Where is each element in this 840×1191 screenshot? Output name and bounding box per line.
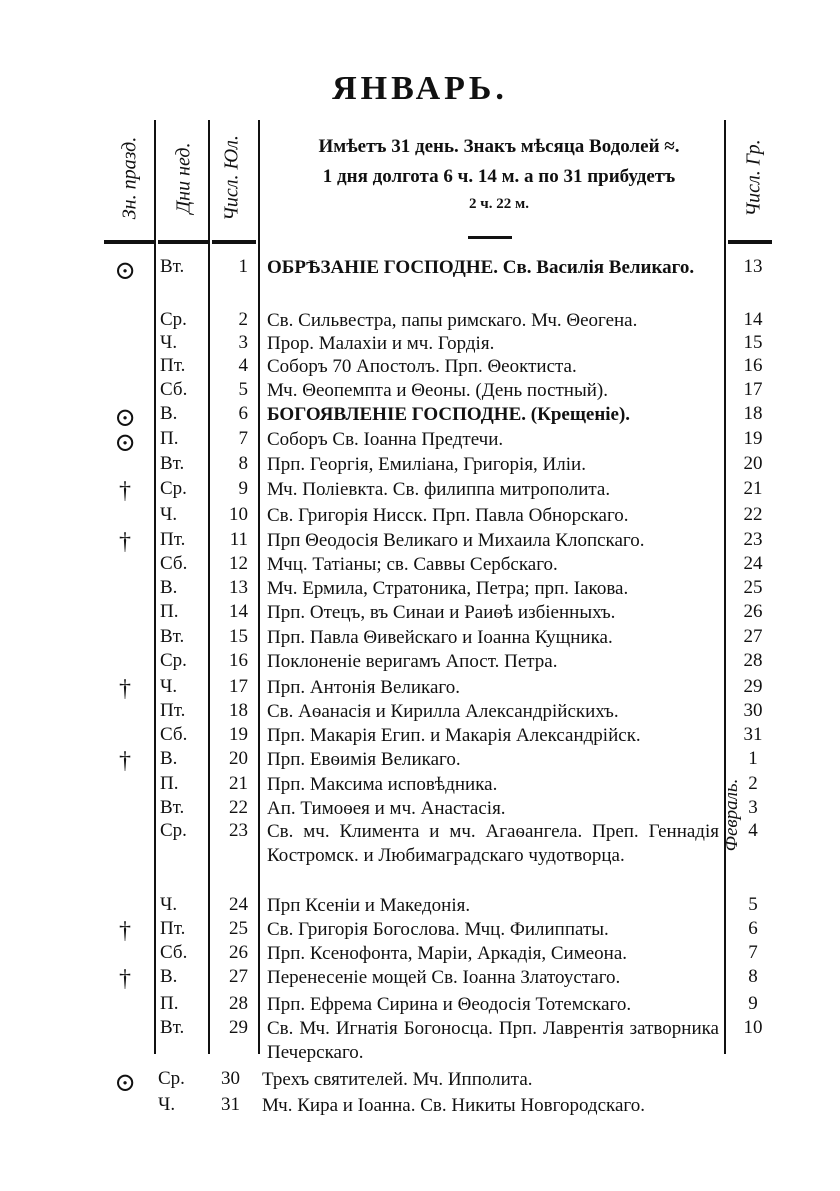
saint-text-cell: Соборъ 70 Апостолъ. Прп. Θеоктиста. [267, 356, 577, 377]
julian-date-cell: 5 [238, 379, 248, 400]
weekday-cell: Вт. [160, 1017, 185, 1038]
weekday-cell: Пт. [160, 700, 186, 721]
gregorian-date-cell: 10 [743, 1017, 763, 1038]
julian-date-cell: 3 [238, 332, 248, 353]
gregorian-date-cell: 2 [748, 773, 758, 794]
saint-text-cell: Св. Аѳанасія и Кирилла Александрійскихъ. [267, 701, 619, 722]
gregorian-date-cell: 7 [748, 942, 758, 963]
saint-text-cell: Трехъ святителей. Мч. Ипполита. [262, 1069, 533, 1090]
weekday-cell: П. [160, 993, 179, 1014]
saint-text-cell: Прп. Георгія, Емиліана, Григорія, Иліи. [267, 454, 586, 475]
header-julian: Числ. Юл. [220, 135, 243, 221]
saint-text-cell: Ап. Тимоѳея и мч. Анастасія. [267, 798, 506, 819]
saint-text-cell: Перенесеніе мощей Св. Іоанна Златоустаго. [267, 967, 621, 988]
weekday-cell: Ср. [160, 650, 187, 671]
gregorian-date-cell: 26 [743, 601, 763, 622]
saint-text-cell: БОГОЯВЛЕНІЕ ГОСПОДНЕ. (Крещеніе). [267, 404, 631, 425]
saint-text-cell: ОБРѢЗАНІЕ ГОСПОДНЕ. Св. Василія Великаго. [267, 257, 695, 278]
holiday-sign-icon: ⊙ [114, 1068, 136, 1097]
gregorian-date-cell: 17 [743, 379, 763, 400]
gregorian-date-cell: 5 [748, 894, 758, 915]
saint-text-cell: Прор. Малахіи и мч. Гордія. [267, 333, 495, 354]
julian-date-cell: 26 [229, 942, 248, 963]
julian-date-cell: 15 [229, 626, 248, 647]
holiday-sign-icon: ⊙ [114, 428, 136, 457]
weekday-cell: Сб. [160, 724, 188, 745]
saint-text-cell: Прп Ксеніи и Македонія. [267, 895, 471, 916]
header-gregorian: Числ. Гр. [742, 139, 765, 217]
gregorian-date-cell: 23 [743, 529, 763, 550]
gregorian-date-cell: 18 [743, 403, 763, 424]
gregorian-date-cell: 28 [743, 650, 763, 671]
saint-text-cell: Прп. Антонія Великаго. [267, 677, 460, 698]
julian-date-cell: 23 [229, 820, 248, 841]
julian-date-cell: 28 [229, 993, 248, 1014]
header-rule-left [104, 240, 154, 244]
header-weekday: Дни нед. [172, 142, 195, 214]
saint-text-cell: Св. Григорія Нисск. Прп. Павла Обнорскаго. [267, 505, 629, 526]
gregorian-date-cell: 15 [743, 332, 763, 353]
saint-text-cell: Прп. Отецъ, въ Синаи и Раиѳѣ избіенныхъ. [267, 602, 616, 623]
gregorian-date-cell: 3 [748, 797, 758, 818]
holiday-sign-icon: † [119, 529, 131, 555]
weekday-cell: Сб. [160, 553, 188, 574]
column-rule-3 [258, 120, 260, 1054]
julian-date-cell: 8 [238, 453, 248, 474]
weekday-cell: В. [160, 403, 178, 424]
holiday-sign-icon: † [119, 676, 131, 702]
february-label: Февраль. [721, 778, 742, 852]
julian-date-cell: 19 [229, 724, 248, 745]
weekday-cell: Ч. [160, 332, 178, 353]
weekday-cell: П. [160, 773, 179, 794]
gregorian-date-cell: 21 [743, 478, 763, 499]
julian-date-cell: 18 [229, 700, 248, 721]
julian-date-cell: 16 [229, 650, 248, 671]
weekday-cell: Сб. [160, 379, 188, 400]
julian-date-cell: 6 [238, 403, 248, 424]
saint-text-cell: Прп. Евѳимія Великаго. [267, 749, 461, 770]
saint-text-cell: Прп. Павла Θивейскаго и Іоанна Кущника. [267, 627, 613, 648]
intro-rule [468, 236, 512, 239]
gregorian-date-cell: 22 [743, 504, 763, 525]
julian-date-cell: 30 [221, 1068, 240, 1089]
julian-date-cell: 12 [229, 553, 248, 574]
gregorian-date-cell: 27 [743, 626, 763, 647]
intro-line-3: 2 ч. 22 м. [469, 196, 529, 212]
header-rule-julian [212, 240, 256, 244]
saint-text-cell: Св. Григорія Богослова. Мчц. Филиппаты. [267, 919, 609, 940]
saint-text-cell: Мчц. Татіаны; св. Саввы Сербскаго. [267, 554, 558, 575]
weekday-cell: П. [160, 601, 179, 622]
saint-text-cell: Мч. Кира и Іоанна. Св. Никиты Новгородскаго. [262, 1095, 645, 1116]
weekday-cell: Сб. [160, 942, 188, 963]
weekday-cell: Ср. [160, 309, 187, 330]
weekday-cell: Пт. [160, 529, 186, 550]
holiday-sign-icon: † [119, 748, 131, 774]
month-intro [268, 132, 730, 216]
saint-text-cell: Св. Сильвестра, папы римскаго. Мч. Θеогена. [267, 310, 638, 331]
gregorian-date-cell: 29 [743, 676, 763, 697]
holiday-sign-icon: † [119, 478, 131, 504]
intro-line-2: 1 дня долгота 6 ч. 14 м. а по 31 прибудетъ [322, 166, 676, 187]
weekday-cell: Пт. [160, 355, 186, 376]
gregorian-date-cell: 13 [743, 256, 763, 277]
julian-date-cell: 31 [221, 1094, 240, 1115]
header-rule-right [728, 240, 772, 244]
saint-text-cell: Мч. Θеопемпта и Θеоны. (День постный). [267, 380, 608, 401]
julian-date-cell: 21 [229, 773, 248, 794]
saint-text-cell: Св. мч. Климента и мч. Агаѳангела. Преп. Геннадія Костромск. и Любимаградскаго чудотворца. [267, 821, 719, 866]
holiday-sign-icon: ⊙ [114, 256, 136, 285]
julian-date-cell: 4 [238, 355, 248, 376]
weekday-cell: В. [160, 577, 178, 598]
julian-date-cell: 22 [229, 797, 248, 818]
julian-date-cell: 13 [229, 577, 248, 598]
weekday-cell: Вт. [160, 626, 185, 647]
julian-date-cell: 20 [229, 748, 248, 769]
saint-text-cell: Прп. Максима исповѣдника. [267, 774, 498, 795]
weekday-cell: Пт. [160, 918, 186, 939]
weekday-cell: В. [160, 748, 178, 769]
weekday-cell: Ср. [158, 1068, 185, 1089]
weekday-cell: Вт. [160, 797, 185, 818]
gregorian-date-cell: 25 [743, 577, 763, 598]
julian-date-cell: 27 [229, 966, 248, 987]
holiday-sign-icon: ⊙ [114, 403, 136, 432]
weekday-cell: Ч. [160, 504, 178, 525]
gregorian-date-cell: 4 [748, 820, 758, 841]
gregorian-date-cell: 1 [748, 748, 758, 769]
gregorian-date-cell: 24 [743, 553, 763, 574]
weekday-cell: В. [160, 966, 178, 987]
gregorian-date-cell: 30 [743, 700, 763, 721]
saint-text-cell: Прп. Ефрема Сирина и Θеодосія Тотемскаго. [267, 994, 632, 1015]
weekday-cell: Ч. [160, 894, 178, 915]
weekday-cell: Ч. [158, 1094, 176, 1115]
julian-date-cell: 17 [229, 676, 248, 697]
gregorian-date-cell: 20 [743, 453, 763, 474]
saint-text-cell: Св. Мч. Игнатія Богоносца. Прп. Лаврентія затворника Печерскаго. [267, 1018, 719, 1063]
gregorian-date-cell: 19 [743, 428, 763, 449]
saint-text-cell: Соборъ Св. Іоанна Предтечи. [267, 429, 504, 450]
julian-date-cell: 25 [229, 918, 248, 939]
holiday-sign-icon: † [119, 918, 131, 944]
weekday-cell: Вт. [160, 256, 185, 277]
saint-text-cell: Мч. Ермила, Стратоника, Петра; прп. Іакова. [267, 578, 629, 599]
julian-date-cell: 14 [229, 601, 248, 622]
column-rule-1 [154, 120, 156, 1054]
gregorian-date-cell: 16 [743, 355, 763, 376]
weekday-cell: Вт. [160, 453, 185, 474]
weekday-cell: Ср. [160, 820, 187, 841]
saint-text-cell: Прп. Макарія Егип. и Макарія Александрійск. [267, 725, 641, 746]
column-rule-4 [724, 120, 726, 1054]
header-holiday-sign: Зн. празд. [118, 136, 141, 220]
header-rule-weekday [158, 240, 208, 244]
gregorian-date-cell: 14 [743, 309, 763, 330]
julian-date-cell: 9 [238, 478, 248, 499]
julian-date-cell: 24 [229, 894, 248, 915]
weekday-cell: Ч. [160, 676, 178, 697]
julian-date-cell: 2 [238, 309, 248, 330]
weekday-cell: Ср. [160, 478, 187, 499]
gregorian-date-cell: 9 [748, 993, 758, 1014]
saint-text-cell: Поклоненіе веригамъ Апост. Петра. [267, 651, 558, 672]
gregorian-date-cell: 31 [743, 724, 763, 745]
saint-text-cell: Мч. Поліевкта. Св. филиппа митрополита. [267, 479, 611, 500]
weekday-cell: П. [160, 428, 179, 449]
holiday-sign-icon: † [119, 966, 131, 992]
julian-date-cell: 29 [229, 1017, 248, 1038]
page-title: ЯНВАРЬ. [332, 70, 508, 107]
saint-text-cell: Прп Θеодосія Великаго и Михаила Клопскаго. [267, 530, 645, 551]
intro-line-1: Имѣетъ 31 день. Знакъ мѣсяца Водолей ≈. [318, 136, 680, 157]
julian-date-cell: 11 [229, 529, 248, 550]
saint-text-cell: Прп. Ксенофонта, Маріи, Аркадія, Симеона. [267, 943, 628, 964]
gregorian-date-cell: 8 [748, 966, 758, 987]
julian-date-cell: 1 [238, 256, 248, 277]
gregorian-date-cell: 6 [748, 918, 758, 939]
julian-date-cell: 7 [238, 428, 248, 449]
julian-date-cell: 10 [229, 504, 248, 525]
